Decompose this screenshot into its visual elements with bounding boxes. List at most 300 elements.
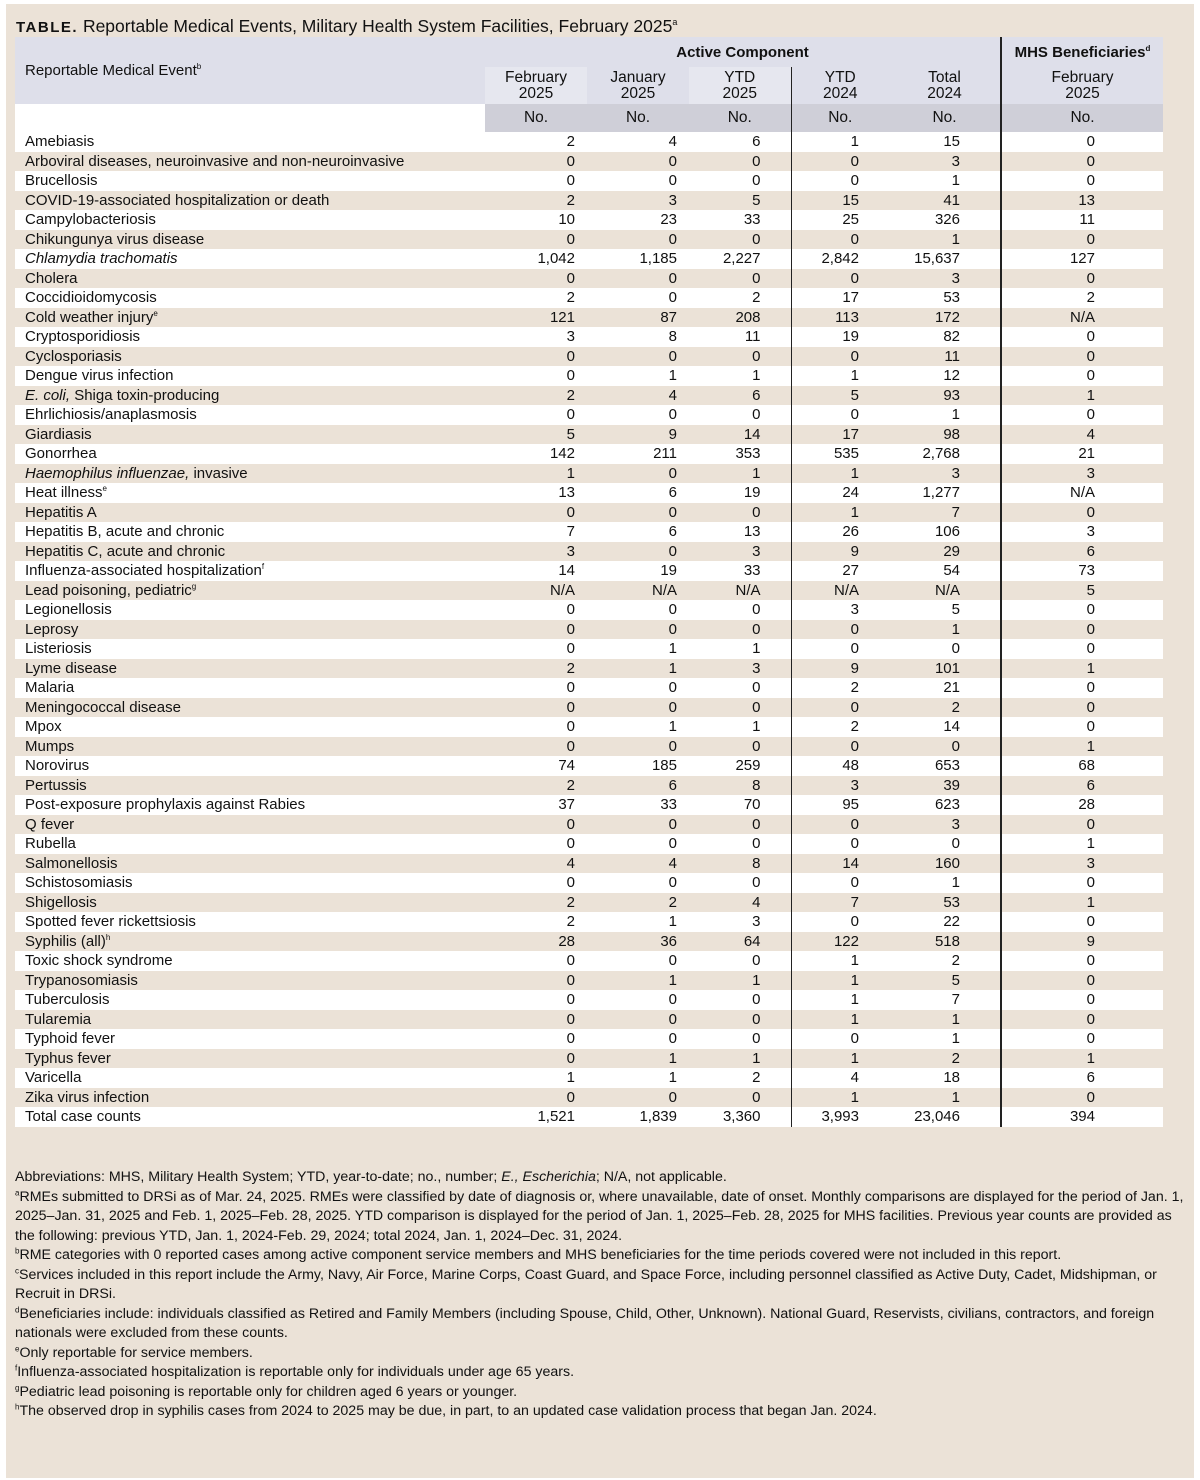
value-cell: 0 xyxy=(1001,971,1163,991)
value-cell: 3 xyxy=(587,191,689,211)
value-cell: 1 xyxy=(587,1068,689,1088)
table-row xyxy=(15,152,1163,172)
event-name: Gonorrhea xyxy=(15,444,485,464)
event-name: Schistosomiasis xyxy=(15,873,485,893)
value-cell: 0 xyxy=(485,639,587,659)
value-cell: 0 xyxy=(791,171,889,191)
value-cell: 68 xyxy=(1001,756,1163,776)
value-cell: 1,839 xyxy=(587,1107,689,1127)
value-cell: 0 xyxy=(1001,152,1163,172)
event-name: Lyme disease xyxy=(15,659,485,679)
value-cell: 0 xyxy=(1001,1088,1163,1108)
table-row xyxy=(15,503,1163,523)
table-body xyxy=(15,132,1163,1127)
value-cell: 0 xyxy=(587,171,689,191)
value-cell: 0 xyxy=(1001,347,1163,367)
value-cell: 122 xyxy=(791,932,889,952)
value-cell: 0 xyxy=(1001,269,1163,289)
value-cell: 8 xyxy=(587,327,689,347)
value-cell: N/A xyxy=(689,581,791,601)
event-name: Arboviral diseases, neuroinvasive and non-neuroinvasive xyxy=(15,152,485,172)
value-cell: 3 xyxy=(889,152,1001,172)
table-row xyxy=(15,990,1163,1010)
value-cell: 0 xyxy=(791,912,889,932)
table-title xyxy=(16,12,677,38)
value-cell: 1,277 xyxy=(889,483,1001,503)
event-name: Post-exposure prophylaxis against Rabies xyxy=(15,795,485,815)
value-cell: 3 xyxy=(889,464,1001,484)
value-cell: 1 xyxy=(689,464,791,484)
value-cell: 27 xyxy=(791,561,889,581)
event-name: Norovirus xyxy=(15,756,485,776)
table-row xyxy=(15,171,1163,191)
table-row xyxy=(15,620,1163,640)
value-cell: 10 xyxy=(485,210,587,230)
value-cell: 22 xyxy=(889,912,1001,932)
value-cell: 23,046 xyxy=(889,1107,1001,1127)
value-cell: 98 xyxy=(889,425,1001,445)
value-cell: 2 xyxy=(485,893,587,913)
value-cell: 0 xyxy=(1001,698,1163,718)
value-cell: 6 xyxy=(587,776,689,796)
event-name: Total case counts xyxy=(15,1107,485,1127)
value-cell: 1 xyxy=(587,366,689,386)
value-cell: 41 xyxy=(889,191,1001,211)
col-header-ytd-2024: YTD 2024 xyxy=(791,67,889,104)
value-cell: 1 xyxy=(791,464,889,484)
table-row xyxy=(15,932,1163,952)
value-cell: 0 xyxy=(587,542,689,562)
value-cell: 9 xyxy=(587,425,689,445)
value-cell: 33 xyxy=(587,795,689,815)
value-cell: 1 xyxy=(791,132,889,152)
value-cell: 7 xyxy=(889,503,1001,523)
value-cell: 9 xyxy=(791,659,889,679)
value-cell: 11 xyxy=(689,327,791,347)
value-cell: N/A xyxy=(587,581,689,601)
value-cell: 1 xyxy=(485,1068,587,1088)
value-cell: 82 xyxy=(889,327,1001,347)
value-cell: 0 xyxy=(485,347,587,367)
value-cell: 0 xyxy=(587,152,689,172)
footnote-d: $^d$Beneficiaries include: individuals classified as Retired and Family Members (including Spouse, Child, Other, Unknown). National Guard, Reservists, civilians, contractors, and foreign nationals were excluded from these counts. xyxy=(15,1304,1155,1341)
value-cell: N/A xyxy=(1001,483,1163,503)
value-cell: 0 xyxy=(791,834,889,854)
event-name: Chlamydia trachomatis xyxy=(15,249,485,269)
value-cell: 23 xyxy=(587,210,689,230)
value-cell: 0 xyxy=(689,951,791,971)
value-cell: 13 xyxy=(689,522,791,542)
event-name: Coccidioidomycosis xyxy=(15,288,485,308)
value-cell: 353 xyxy=(689,444,791,464)
value-cell: 2 xyxy=(889,951,1001,971)
table-row xyxy=(15,639,1163,659)
value-cell: 0 xyxy=(1001,366,1163,386)
value-cell: 0 xyxy=(689,152,791,172)
value-cell: 0 xyxy=(1001,639,1163,659)
value-cell: 13 xyxy=(1001,191,1163,211)
value-cell: 6 xyxy=(587,483,689,503)
table-row xyxy=(15,600,1163,620)
value-cell: 5 xyxy=(1001,581,1163,601)
value-cell: 0 xyxy=(587,834,689,854)
value-cell: 326 xyxy=(889,210,1001,230)
value-cell: 0 xyxy=(485,269,587,289)
event-name: Chikungunya virus disease xyxy=(15,230,485,250)
value-cell: 19 xyxy=(587,561,689,581)
value-cell: 7 xyxy=(889,990,1001,1010)
value-cell: 3 xyxy=(791,600,889,620)
value-cell: 653 xyxy=(889,756,1001,776)
value-cell: 1 xyxy=(689,971,791,991)
value-cell: 1 xyxy=(889,1088,1001,1108)
value-cell: 1 xyxy=(689,366,791,386)
value-cell: 3,360 xyxy=(689,1107,791,1127)
event-name: Amebiasis xyxy=(15,132,485,152)
value-cell: 0 xyxy=(689,405,791,425)
event-name: Malaria xyxy=(15,678,485,698)
value-cell: 3 xyxy=(689,659,791,679)
value-cell: 208 xyxy=(689,308,791,328)
table-row xyxy=(15,795,1163,815)
table-row xyxy=(15,366,1163,386)
value-cell: 0 xyxy=(791,737,889,757)
value-cell: 0 xyxy=(587,1010,689,1030)
value-cell: 0 xyxy=(587,873,689,893)
value-cell: 11 xyxy=(1001,210,1163,230)
value-cell: 12 xyxy=(889,366,1001,386)
event-name: Shigellosis xyxy=(15,893,485,913)
value-cell: 0 xyxy=(689,171,791,191)
event-name: Legionellosis xyxy=(15,600,485,620)
value-cell: 0 xyxy=(1001,230,1163,250)
value-cell: 0 xyxy=(1001,678,1163,698)
event-name: Varicella xyxy=(15,1068,485,1088)
value-cell: 1 xyxy=(1001,386,1163,406)
event-name: Salmonellosis xyxy=(15,854,485,874)
value-cell: 1 xyxy=(889,620,1001,640)
table-row xyxy=(15,717,1163,737)
value-cell: N/A xyxy=(791,581,889,601)
unit-header: No. xyxy=(485,104,587,132)
value-cell: 0 xyxy=(485,1010,587,1030)
mhs-beneficiaries-header: MHS Beneficiaries$^d$ xyxy=(1001,37,1163,67)
value-cell: 0 xyxy=(1001,405,1163,425)
col-header-mhs-feb-2025: February 2025 xyxy=(1001,67,1163,104)
unit-header: No. xyxy=(791,104,889,132)
value-cell: 1,042 xyxy=(485,249,587,269)
event-name: COVID-19-associated hospitalization or death xyxy=(15,191,485,211)
event-name: Mpox xyxy=(15,717,485,737)
value-cell: 0 xyxy=(1001,912,1163,932)
value-cell: 0 xyxy=(485,717,587,737)
value-cell: 1 xyxy=(889,1010,1001,1030)
value-cell: 28 xyxy=(485,932,587,952)
table-row xyxy=(15,483,1163,503)
value-cell: 53 xyxy=(889,893,1001,913)
value-cell: 2,227 xyxy=(689,249,791,269)
value-cell: 6 xyxy=(689,132,791,152)
value-cell: 1 xyxy=(587,912,689,932)
table-row xyxy=(15,971,1163,991)
value-cell: 0 xyxy=(485,620,587,640)
value-cell: 172 xyxy=(889,308,1001,328)
event-name: Tularemia xyxy=(15,1010,485,1030)
value-cell: 1 xyxy=(791,1010,889,1030)
table-row xyxy=(15,893,1163,913)
value-cell: 3 xyxy=(889,269,1001,289)
value-cell: 54 xyxy=(889,561,1001,581)
value-cell: 0 xyxy=(1001,327,1163,347)
value-cell: 1 xyxy=(791,990,889,1010)
table-row xyxy=(15,1029,1163,1049)
table-row xyxy=(15,132,1163,152)
event-name: Spotted fever rickettsiosis xyxy=(15,912,485,932)
event-name: Haemophilus influenzae, invasive xyxy=(15,464,485,484)
value-cell: 211 xyxy=(587,444,689,464)
value-cell: 0 xyxy=(689,1010,791,1030)
value-cell: 73 xyxy=(1001,561,1163,581)
value-cell: 14 xyxy=(889,717,1001,737)
value-cell: 2 xyxy=(485,132,587,152)
value-cell: 0 xyxy=(587,288,689,308)
value-cell: 0 xyxy=(689,503,791,523)
unit-header: No. xyxy=(1001,104,1163,132)
value-cell: 70 xyxy=(689,795,791,815)
value-cell: 28 xyxy=(1001,795,1163,815)
value-cell: 0 xyxy=(485,366,587,386)
value-cell: 0 xyxy=(587,269,689,289)
value-cell: 2 xyxy=(485,386,587,406)
event-name: Influenza-associated hospitalization$^f$ xyxy=(15,561,485,581)
value-cell: 1 xyxy=(889,230,1001,250)
value-cell: 1 xyxy=(1001,659,1163,679)
event-name: Listeriosis xyxy=(15,639,485,659)
value-cell: 17 xyxy=(791,425,889,445)
value-cell: 15 xyxy=(791,191,889,211)
value-cell: 39 xyxy=(889,776,1001,796)
table-row xyxy=(15,405,1163,425)
event-name: Meningococcal disease xyxy=(15,698,485,718)
value-cell: 1 xyxy=(689,717,791,737)
event-name: Toxic shock syndrome xyxy=(15,951,485,971)
value-cell: 0 xyxy=(587,698,689,718)
total-row xyxy=(15,1107,1163,1127)
event-name: Leprosy xyxy=(15,620,485,640)
value-cell: 37 xyxy=(485,795,587,815)
value-cell: 26 xyxy=(791,522,889,542)
value-cell: 0 xyxy=(587,230,689,250)
value-cell: 2 xyxy=(485,659,587,679)
value-cell: 4 xyxy=(587,132,689,152)
value-cell: 1 xyxy=(689,639,791,659)
value-cell: 1 xyxy=(791,366,889,386)
value-cell: 0 xyxy=(791,815,889,835)
value-cell: 394 xyxy=(1001,1107,1163,1127)
value-cell: 185 xyxy=(587,756,689,776)
value-cell: 0 xyxy=(485,1029,587,1049)
footnotes xyxy=(15,1168,1185,1422)
value-cell: 101 xyxy=(889,659,1001,679)
value-cell: 0 xyxy=(689,873,791,893)
value-cell: 21 xyxy=(889,678,1001,698)
value-cell: 0 xyxy=(485,815,587,835)
col-header-jan-2025: January 2025 xyxy=(587,67,689,104)
value-cell: 0 xyxy=(791,620,889,640)
value-cell: 11 xyxy=(889,347,1001,367)
value-cell: 6 xyxy=(587,522,689,542)
value-cell: 0 xyxy=(689,1029,791,1049)
event-name: Q fever xyxy=(15,815,485,835)
value-cell: 4 xyxy=(587,386,689,406)
table-row xyxy=(15,659,1163,679)
value-cell: 3 xyxy=(485,327,587,347)
value-cell: 3 xyxy=(1001,464,1163,484)
value-cell: 6 xyxy=(689,386,791,406)
value-cell: 0 xyxy=(791,269,889,289)
event-name: Zika virus infection xyxy=(15,1088,485,1108)
table-row xyxy=(15,854,1163,874)
footnote-f: $^f$Influenza-associated hospitalization is reportable only for individuals under age 65 years. xyxy=(15,1363,575,1380)
footnote-g: $^g$Pediatric lead poisoning is reportable only for children aged 6 years or younger. xyxy=(15,1382,518,1400)
event-name: Pertussis xyxy=(15,776,485,796)
value-cell: 33 xyxy=(689,561,791,581)
value-cell: 0 xyxy=(485,171,587,191)
table-row xyxy=(15,191,1163,211)
value-cell: 8 xyxy=(689,854,791,874)
table-row xyxy=(15,308,1163,328)
value-cell: 14 xyxy=(791,854,889,874)
value-cell: 0 xyxy=(689,678,791,698)
event-name: Cholera xyxy=(15,269,485,289)
event-name: Tuberculosis xyxy=(15,990,485,1010)
table-row xyxy=(15,1068,1163,1088)
value-cell: 24 xyxy=(791,483,889,503)
table-row xyxy=(15,288,1163,308)
value-cell: 5 xyxy=(791,386,889,406)
value-cell: 259 xyxy=(689,756,791,776)
table-row xyxy=(15,776,1163,796)
value-cell: 4 xyxy=(485,854,587,874)
value-cell: 2 xyxy=(689,288,791,308)
value-cell: 0 xyxy=(1001,503,1163,523)
value-cell: 14 xyxy=(689,425,791,445)
value-cell: 3 xyxy=(485,542,587,562)
table-row xyxy=(15,269,1163,289)
value-cell: 0 xyxy=(485,1088,587,1108)
table-row xyxy=(15,1010,1163,1030)
value-cell: 6 xyxy=(1001,1068,1163,1088)
footnote-c: $^c$Services included in this report include the Army, Navy, Air Force, Marine Corps, Coast Guard, and Space Force, including personnel classified as Active Duty, Cadet, Midshipman, or Recruit in DRSi. xyxy=(15,1265,1157,1302)
value-cell: 0 xyxy=(689,269,791,289)
value-cell: 3,993 xyxy=(791,1107,889,1127)
value-cell: 0 xyxy=(587,503,689,523)
value-cell: 1 xyxy=(1001,1049,1163,1069)
value-cell: 0 xyxy=(587,1029,689,1049)
value-cell: 0 xyxy=(485,1049,587,1069)
value-cell: 9 xyxy=(1001,932,1163,952)
value-cell: 3 xyxy=(689,912,791,932)
value-cell: 5 xyxy=(485,425,587,445)
table-row xyxy=(15,815,1163,835)
event-name: Ehrlichiosis/anaplasmosis xyxy=(15,405,485,425)
value-cell: 1,185 xyxy=(587,249,689,269)
value-cell: 0 xyxy=(485,230,587,250)
value-cell: 87 xyxy=(587,308,689,328)
value-cell: 0 xyxy=(1001,873,1163,893)
event-name: Hepatitis B, acute and chronic xyxy=(15,522,485,542)
value-cell: 0 xyxy=(587,990,689,1010)
value-cell: 5 xyxy=(889,971,1001,991)
value-cell: 0 xyxy=(1001,717,1163,737)
value-cell: 48 xyxy=(791,756,889,776)
table-row xyxy=(15,698,1163,718)
event-name: Trypanosomiasis xyxy=(15,971,485,991)
footnote-h: $^h$The observed drop in syphilis cases from 2024 to 2025 may be due, in part, to an updated case validation process that began Jan. 2024. xyxy=(15,1402,877,1419)
col-header-total-2024: Total 2024 xyxy=(889,67,1001,104)
value-cell: 19 xyxy=(791,327,889,347)
table-row xyxy=(15,678,1163,698)
value-cell: 0 xyxy=(485,405,587,425)
value-cell: 0 xyxy=(889,639,1001,659)
value-cell: 3 xyxy=(1001,522,1163,542)
value-cell: 0 xyxy=(587,405,689,425)
value-cell: 9 xyxy=(791,542,889,562)
event-name: Giardiasis xyxy=(15,425,485,445)
table-row xyxy=(15,873,1163,893)
event-name: Cyclosporiasis xyxy=(15,347,485,367)
value-cell: 0 xyxy=(587,815,689,835)
table-label: TABLE. xyxy=(16,18,79,36)
unit-header: No. xyxy=(889,104,1001,132)
value-cell: 0 xyxy=(689,230,791,250)
value-cell: 0 xyxy=(485,503,587,523)
table-row xyxy=(15,542,1163,562)
value-cell: 0 xyxy=(889,737,1001,757)
value-cell: 0 xyxy=(689,698,791,718)
value-cell: 0 xyxy=(689,1088,791,1108)
value-cell: 21 xyxy=(1001,444,1163,464)
col-header-ytd-2025: YTD 2025 xyxy=(689,67,791,104)
value-cell: 0 xyxy=(689,990,791,1010)
value-cell: 0 xyxy=(689,600,791,620)
value-cell: 19 xyxy=(689,483,791,503)
value-cell: 0 xyxy=(587,464,689,484)
value-cell: 1 xyxy=(889,1029,1001,1049)
col-header-feb-2025: February 2025 xyxy=(485,67,587,104)
value-cell: 0 xyxy=(791,152,889,172)
page xyxy=(6,4,1194,1478)
value-cell: 0 xyxy=(791,639,889,659)
value-cell: 1 xyxy=(587,639,689,659)
value-cell: 93 xyxy=(889,386,1001,406)
value-cell: 1 xyxy=(587,659,689,679)
table-row xyxy=(15,425,1163,445)
rme-table xyxy=(15,37,1163,1127)
value-cell: 1 xyxy=(485,464,587,484)
value-cell: 8 xyxy=(689,776,791,796)
value-cell: 1 xyxy=(889,171,1001,191)
value-cell: 0 xyxy=(485,951,587,971)
value-cell: 0 xyxy=(689,815,791,835)
value-cell: 0 xyxy=(1001,171,1163,191)
table-row xyxy=(15,737,1163,757)
value-cell: 0 xyxy=(1001,620,1163,640)
value-cell: 0 xyxy=(791,1029,889,1049)
value-cell: 13 xyxy=(485,483,587,503)
value-cell: 0 xyxy=(689,347,791,367)
footnote-a: $^a$RMEs submitted to DRSi as of Mar. 24, 2025. RMEs were classified by date of diagnosis or, where unavailable, date of onset. Monthly comparisons are displayed for the period of Jan. 1, 2025–Jan. 31, 2025 and Feb. 1, 2025–Feb. 28, 2025. YTD comparison is displayed for the period of Jan. 1, 2025–Feb. 28, 2025 for MHS facilities. Previous year counts are provided as the following: previous YTD, Jan. 1, 2024-Feb. 29, 2024; total 2024, Jan. 1, 2024–Dec. 31, 2024. xyxy=(15,1187,1184,1244)
